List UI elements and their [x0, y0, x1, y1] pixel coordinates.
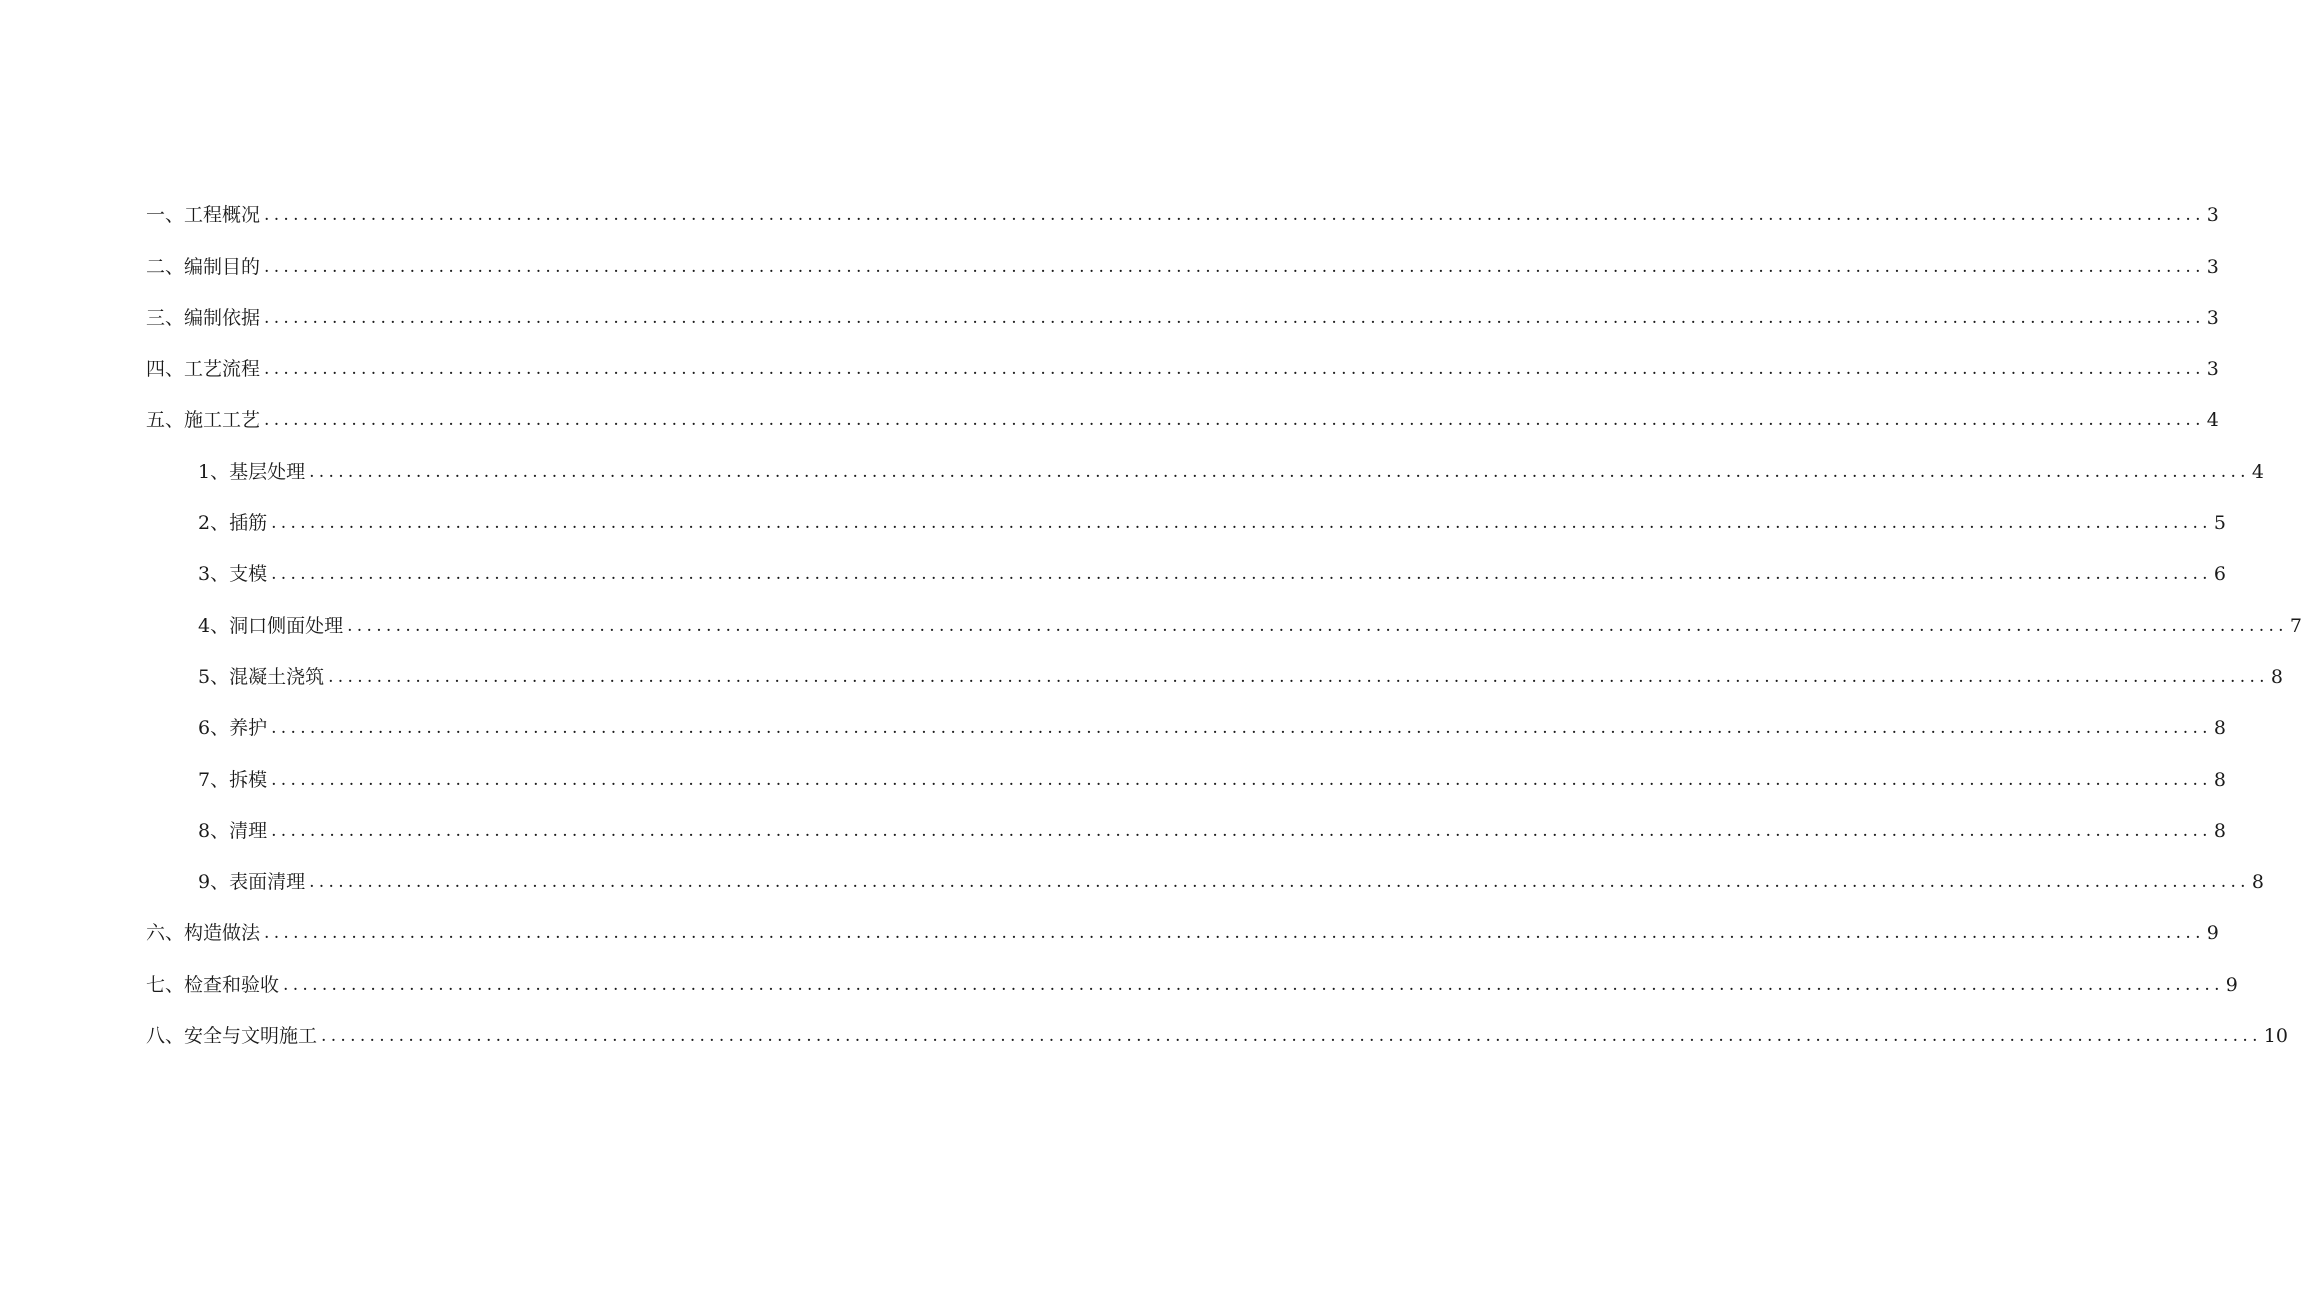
toc-subentry-5[interactable]: [146, 642, 2283, 693]
toc-title: 五、施工工艺: [146, 409, 261, 432]
toc-title: 二、编制目的: [146, 255, 261, 278]
toc-title: 一、工程概况: [146, 204, 261, 227]
toc-subentry-7[interactable]: [146, 744, 2226, 795]
toc-dot-leader: ........................................................................................................................................................................................................: [328, 666, 2269, 687]
toc-title: 6、养护: [198, 717, 268, 740]
toc-page-number: 8: [2213, 768, 2226, 791]
toc-title: 七、检查和验收: [146, 973, 280, 996]
toc-title: 2、插筋: [198, 512, 268, 535]
toc-dot-leader: ........................................................................................................................................................................................................: [347, 615, 2288, 636]
toc-page-number: 6: [2213, 563, 2226, 586]
toc-dot-leader: ........................................................................................................................................................................................................: [321, 1026, 2262, 1047]
toc-page-number: 5: [2213, 512, 2226, 535]
toc-entry-3[interactable]: [146, 283, 2219, 334]
toc-title: 八、安全与文明施工: [146, 1025, 318, 1048]
toc-page-number: 3: [2206, 255, 2219, 278]
table-of-contents: [146, 180, 2302, 1052]
toc-title: 5、混凝土浇筑: [198, 665, 325, 688]
toc-page-number: 7: [2289, 614, 2302, 637]
toc-dot-leader: ........................................................................................................................................................................................................: [264, 307, 2205, 328]
toc-title: 4、洞口侧面处理: [198, 614, 344, 637]
toc-title: 六、构造做法: [146, 922, 261, 945]
toc-page-number: 4: [2251, 460, 2264, 483]
toc-dot-leader: ........................................................................................................................................................................................................: [309, 461, 2250, 482]
toc-dot-leader: ........................................................................................................................................................................................................: [283, 974, 2224, 995]
toc-dot-leader: ........................................................................................................................................................................................................: [264, 205, 2205, 226]
toc-dot-leader: ........................................................................................................................................................................................................: [264, 359, 2205, 380]
toc-entry-4[interactable]: [146, 334, 2219, 385]
toc-dot-leader: ........................................................................................................................................................................................................: [271, 718, 2212, 739]
toc-page-number: 8: [2213, 717, 2226, 740]
toc-entry-5[interactable]: [146, 385, 2219, 436]
toc-dot-leader: ........................................................................................................................................................................................................: [264, 256, 2205, 277]
toc-subentry-6[interactable]: [146, 693, 2226, 744]
toc-title: 3、支模: [198, 563, 268, 586]
toc-subentry-3[interactable]: [146, 539, 2226, 590]
toc-subentry-2[interactable]: [146, 488, 2226, 539]
toc-subentry-4[interactable]: [146, 590, 2302, 641]
toc-entry-2[interactable]: [146, 231, 2219, 282]
toc-title: 三、编制依据: [146, 306, 261, 329]
toc-page-number: 8: [2251, 871, 2264, 894]
toc-title: 四、工艺流程: [146, 358, 261, 381]
toc-dot-leader: ........................................................................................................................................................................................................: [271, 564, 2212, 585]
toc-dot-leader: ........................................................................................................................................................................................................: [264, 923, 2205, 944]
toc-title: 9、表面清理: [198, 871, 306, 894]
toc-title: 7、拆模: [198, 768, 268, 791]
toc-dot-leader: ........................................................................................................................................................................................................: [264, 410, 2205, 431]
toc-page-number: 3: [2206, 306, 2219, 329]
toc-dot-leader: ........................................................................................................................................................................................................: [309, 872, 2250, 893]
toc-subentry-1[interactable]: [146, 436, 2264, 487]
toc-page-number: 4: [2206, 409, 2219, 432]
toc-page-number: 9: [2206, 922, 2219, 945]
toc-page-number: 8: [2270, 665, 2283, 688]
toc-page-number: 10: [2263, 1025, 2288, 1048]
toc-entry-6[interactable]: [146, 898, 2219, 949]
toc-page-number: 8: [2213, 819, 2226, 842]
toc-entry-1[interactable]: [146, 180, 2219, 231]
toc-subentry-9[interactable]: [146, 847, 2264, 898]
toc-dot-leader: ........................................................................................................................................................................................................: [271, 513, 2212, 534]
toc-dot-leader: ........................................................................................................................................................................................................: [271, 769, 2212, 790]
toc-page-number: 3: [2206, 204, 2219, 227]
toc-dot-leader: ........................................................................................................................................................................................................: [271, 820, 2212, 841]
toc-title: 1、基层处理: [198, 460, 306, 483]
toc-page-number: 9: [2225, 973, 2238, 996]
toc-title: 8、清理: [198, 819, 268, 842]
toc-page-number: 3: [2206, 358, 2219, 381]
toc-subentry-8[interactable]: [146, 796, 2226, 847]
toc-entry-7[interactable]: [146, 949, 2238, 1000]
toc-entry-8[interactable]: [146, 1001, 2288, 1052]
